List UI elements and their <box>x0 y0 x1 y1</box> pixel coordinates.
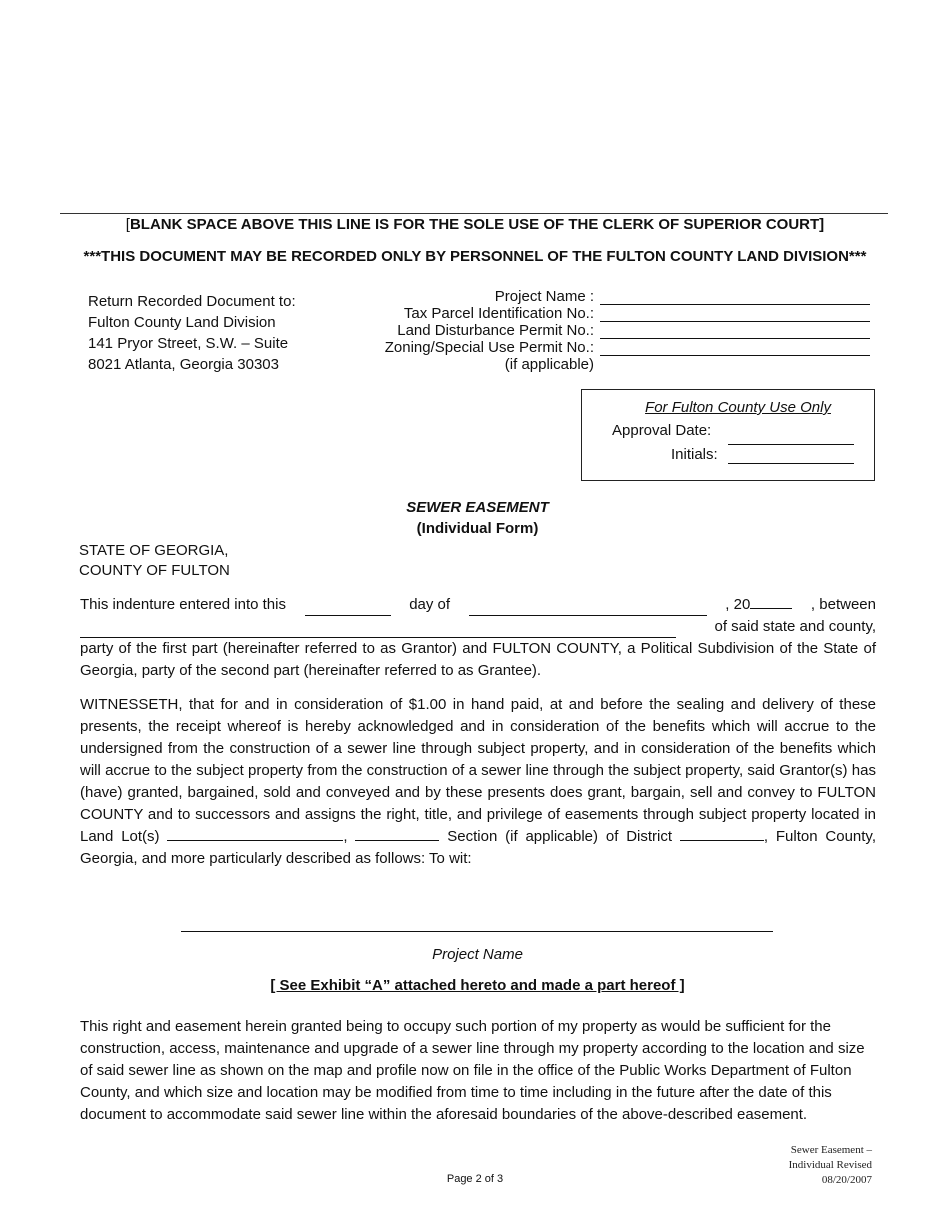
exhibit-reference <box>0 977 950 994</box>
county-use-box <box>581 389 875 481</box>
initials-field[interactable] <box>728 463 854 464</box>
witnesseth-text: , <box>343 828 348 845</box>
month-blank[interactable] <box>469 601 707 616</box>
footer-line: Individual Revised <box>788 1159 872 1171</box>
if-applicable-row <box>300 356 880 373</box>
state-county <box>79 541 230 581</box>
indenture-text: of said state and county, <box>714 618 876 635</box>
document-subtitle: (Individual Form) <box>416 520 539 537</box>
approval-date-label: Approval Date: <box>612 422 712 439</box>
recording-notice: ***THIS DOCUMENT MAY BE RECORDED ONLY BY PERSONNEL OF THE FULTON COUNTY LAND DIVISION*** <box>83 248 867 265</box>
indenture-text: , between <box>810 596 876 613</box>
indenture-text: day of <box>409 596 451 613</box>
county-use-title: For Fulton County Use Only <box>645 399 831 416</box>
land-disturbance-label: Land Disturbance Permit No.: <box>397 322 594 339</box>
indenture-text: This indenture entered into this <box>80 596 286 613</box>
project-name-signature-line[interactable] <box>181 931 773 932</box>
indenture-paragraph <box>80 594 876 682</box>
tax-parcel-label: Tax Parcel Identification No.: <box>403 305 594 322</box>
zoning-label: Zoning/Special Use Permit No.: <box>384 339 594 356</box>
day-blank[interactable] <box>305 601 391 616</box>
clerk-notice-bracket: [ <box>125 216 130 233</box>
witnesseth-paragraph <box>80 694 876 870</box>
clerk-notice <box>0 216 950 233</box>
project-name-row <box>300 288 880 305</box>
section-blank[interactable] <box>355 826 439 841</box>
clerk-divider-line <box>60 213 888 214</box>
county-line: COUNTY OF FULTON <box>79 562 230 579</box>
project-name-field[interactable] <box>600 290 870 305</box>
return-address <box>88 291 296 375</box>
indenture-text: , 20 <box>725 596 751 613</box>
revision-footer <box>740 1143 872 1188</box>
initials-label: Initials: <box>671 446 718 463</box>
footer-line: Sewer Easement – <box>790 1144 872 1156</box>
project-name-label: Project Name : <box>494 288 594 305</box>
easement-paragraph: This right and easement herein granted being to occupy such portion of my property as would be sufficient for the construction, access, maintenance and upgrade of a sewer line through my property according to the location and size of said sewer line as shown on the map and profile now on file in the office of the Public Works Department of Fulton County, and which size and location may be modified from time to time including in the future after the date of this document to accommodate said sewer line within the aforesaid boundaries of the above-described easement. <box>80 1018 865 1123</box>
witnesseth-text: WITNESSETH, that for and in consideration of $1.00 in hand paid, at and before the sealing and delivery of these presents, the receipt whereof is hereby acknowledged and in consideration of the benefits which will accrue to the undersigned from the construction of a sewer line through subject property, and in consideration of the benefits which will accrue to the subject property from the construction of a sewer line through the subject property, said Grantor(s) has (have) granted, bargained, sold and conveyed and by these presents does grant, bargain, sell and convey to FULTON COUNTY and to successors and assigns the right, title, and privilege of easements through subject property located in Land Lot(s) <box>80 696 876 845</box>
approval-date-field[interactable] <box>728 444 854 445</box>
tax-parcel-row <box>300 305 880 322</box>
footer-line: 08/20/2007 <box>821 1174 872 1186</box>
clerk-notice-text: BLANK SPACE ABOVE THIS LINE IS FOR THE SOLE USE OF THE CLERK OF SUPERIOR COURT] <box>129 216 825 233</box>
if-applicable-note: (if applicable) <box>504 356 594 373</box>
indenture-text: party of the first part (hereinafter referred to as Grantor) and FULTON COUNTY, a Political Subdivision of the State of Georgia, party of the second part (hereinafter referred to as Grantee). <box>80 640 876 679</box>
project-name-caption: Project Name <box>432 946 523 963</box>
land-disturbance-row <box>300 322 880 339</box>
tax-parcel-field[interactable] <box>600 307 870 322</box>
witnesseth-text: Section (if applicable) of District <box>447 828 673 845</box>
land-disturbance-field[interactable] <box>600 324 870 339</box>
return-address-line: 8021 Atlanta, Georgia 30303 <box>88 356 279 373</box>
witnesseth-text: , Fulton County, Georgia, and more particularly described as follows: To wit: <box>80 828 876 867</box>
exhibit-reference-text: [ See Exhibit “A” attached hereto and made a part hereof ] <box>270 977 685 994</box>
return-address-line: 141 Pryor Street, S.W. – Suite <box>88 335 289 352</box>
land-lot-blank[interactable] <box>167 826 343 841</box>
zoning-field[interactable] <box>600 341 870 356</box>
year-blank[interactable] <box>750 594 792 609</box>
permit-fields <box>300 288 880 373</box>
page-number: Page 2 of 3 <box>446 1173 504 1185</box>
return-address-line: Return Recorded Document to: <box>88 293 296 310</box>
state-line: STATE OF GEORGIA, <box>79 542 229 559</box>
grantor-name-blank[interactable] <box>80 623 676 638</box>
zoning-row <box>300 339 880 356</box>
document-title: SEWER EASEMENT <box>406 499 549 516</box>
district-blank[interactable] <box>680 826 764 841</box>
return-address-line: Fulton County Land Division <box>88 314 276 331</box>
